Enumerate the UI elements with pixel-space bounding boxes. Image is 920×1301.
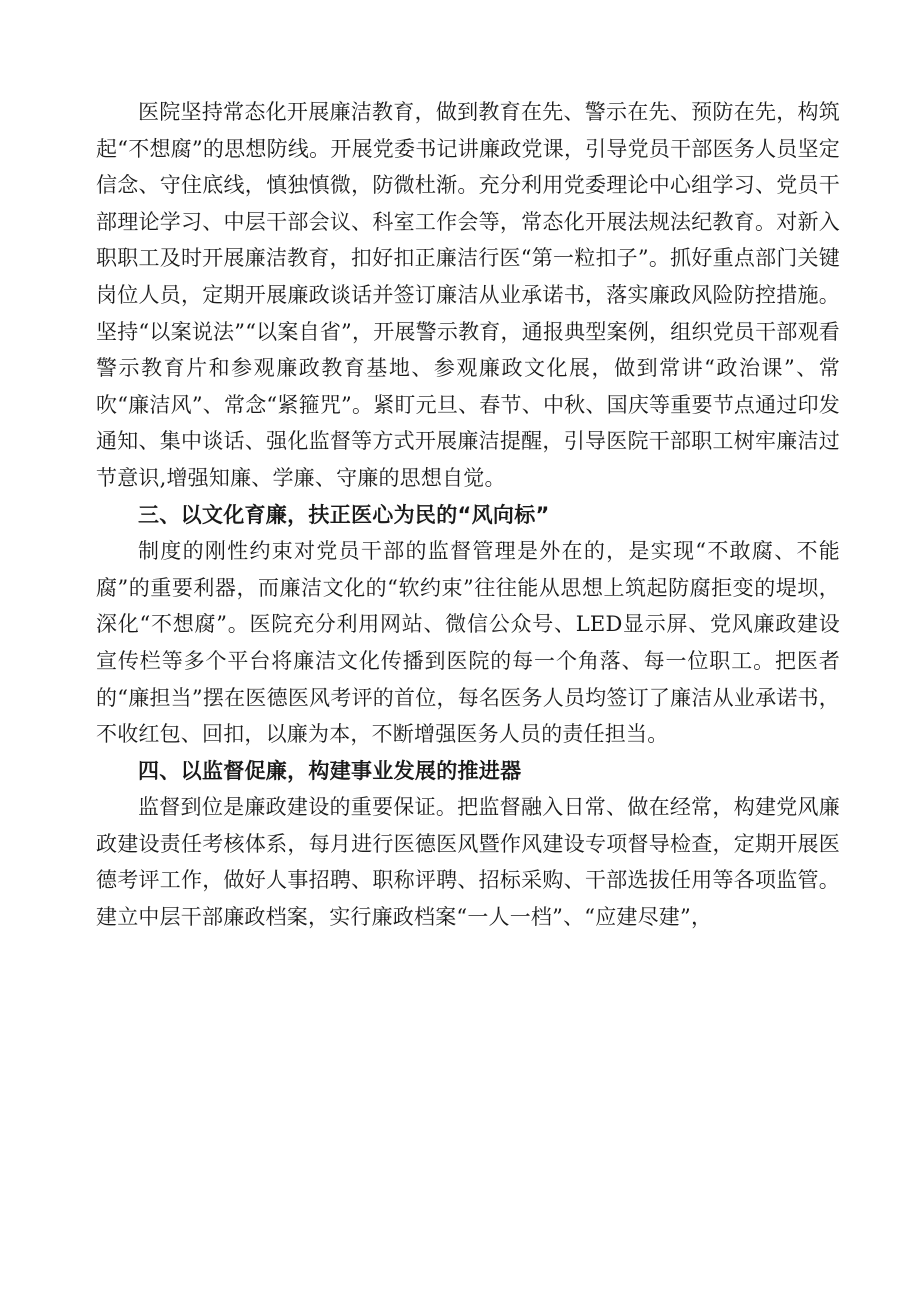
paragraph-clean-culture: 制度的刚性约束对党员干部的监督管理是外在的，是实现“不敢腐、不能腐”的重要利器，而廉洁文化的“软约束”往往能从思想上筑起防腐拒变的堤坝，深化“不想腐”。医院充分利用网站、微信公众号、LED显示屏、党风廉政建设宣传栏等多个平台将廉洁文化传播到医院的每一个角落、每一位职工。把医者的“廉担当”摆在医德医风考评的首位，每名医务人员均签订了廉洁从业承诺书，不收红包、回扣，以廉为本，不断增强医务人员的责任担当。: [96, 539, 840, 747]
paragraph-clean-education: 医院坚持常态化开展廉洁教育，做到教育在先、警示在先、预防在先，构筑起“不想腐”的思想防线。开展党委书记讲廉政党课，引导党员干部医务人员坚定信念、守住底线，慎独慎微，防微杜渐。充分利用党委理论中心组学习、党员干部理论学习、中层干部会议、科室工作会等，常态化开展法规法纪教育。对新入职职工及时开展廉洁教育，扣好扣正廉洁行医“第一粒扣子”。抓好重点部门关键岗位人员，定期开展廉政谈话并签订廉洁从业承诺书，落实廉政风险防控措施。坚持“以案说法”“以案自省”，开展警示教育，通报典型案例，组织党员干部观看警示教育片和参观廉政教育基地、参观廉政文化展，做到常讲“政治课”、常吹“廉洁风”、常念“紧箍咒”。紧盯元旦、春节、中秋、国庆等重要节点通过印发通知、集中谈话、强化监督等方式开展廉洁提醒，引导医院干部职工树牢廉洁过节意识,增强知廉、学廉、守廉的思想自觉。: [96, 100, 840, 490]
section-heading-three: 三、以文化育廉，扶正医心为民的“风向标”: [138, 502, 550, 527]
section-heading-four: 四、以监督促廉，构建事业发展的推进器: [138, 758, 522, 783]
paragraph-supervision: 监督到位是廉政建设的重要保证。把监督融入日常、做在经常，构建党风廉政建设责任考核体系，每月进行医德医风暨作风建设专项督导检查，定期开展医德考评工作，做好人事招聘、职称评聘、招标采购、干部选拔任用等各项监管。建立中层干部廉政档案，实行廉政档案“一人一档”、“应建尽建”，: [96, 795, 840, 930]
document-body: [96, 94, 840, 936]
